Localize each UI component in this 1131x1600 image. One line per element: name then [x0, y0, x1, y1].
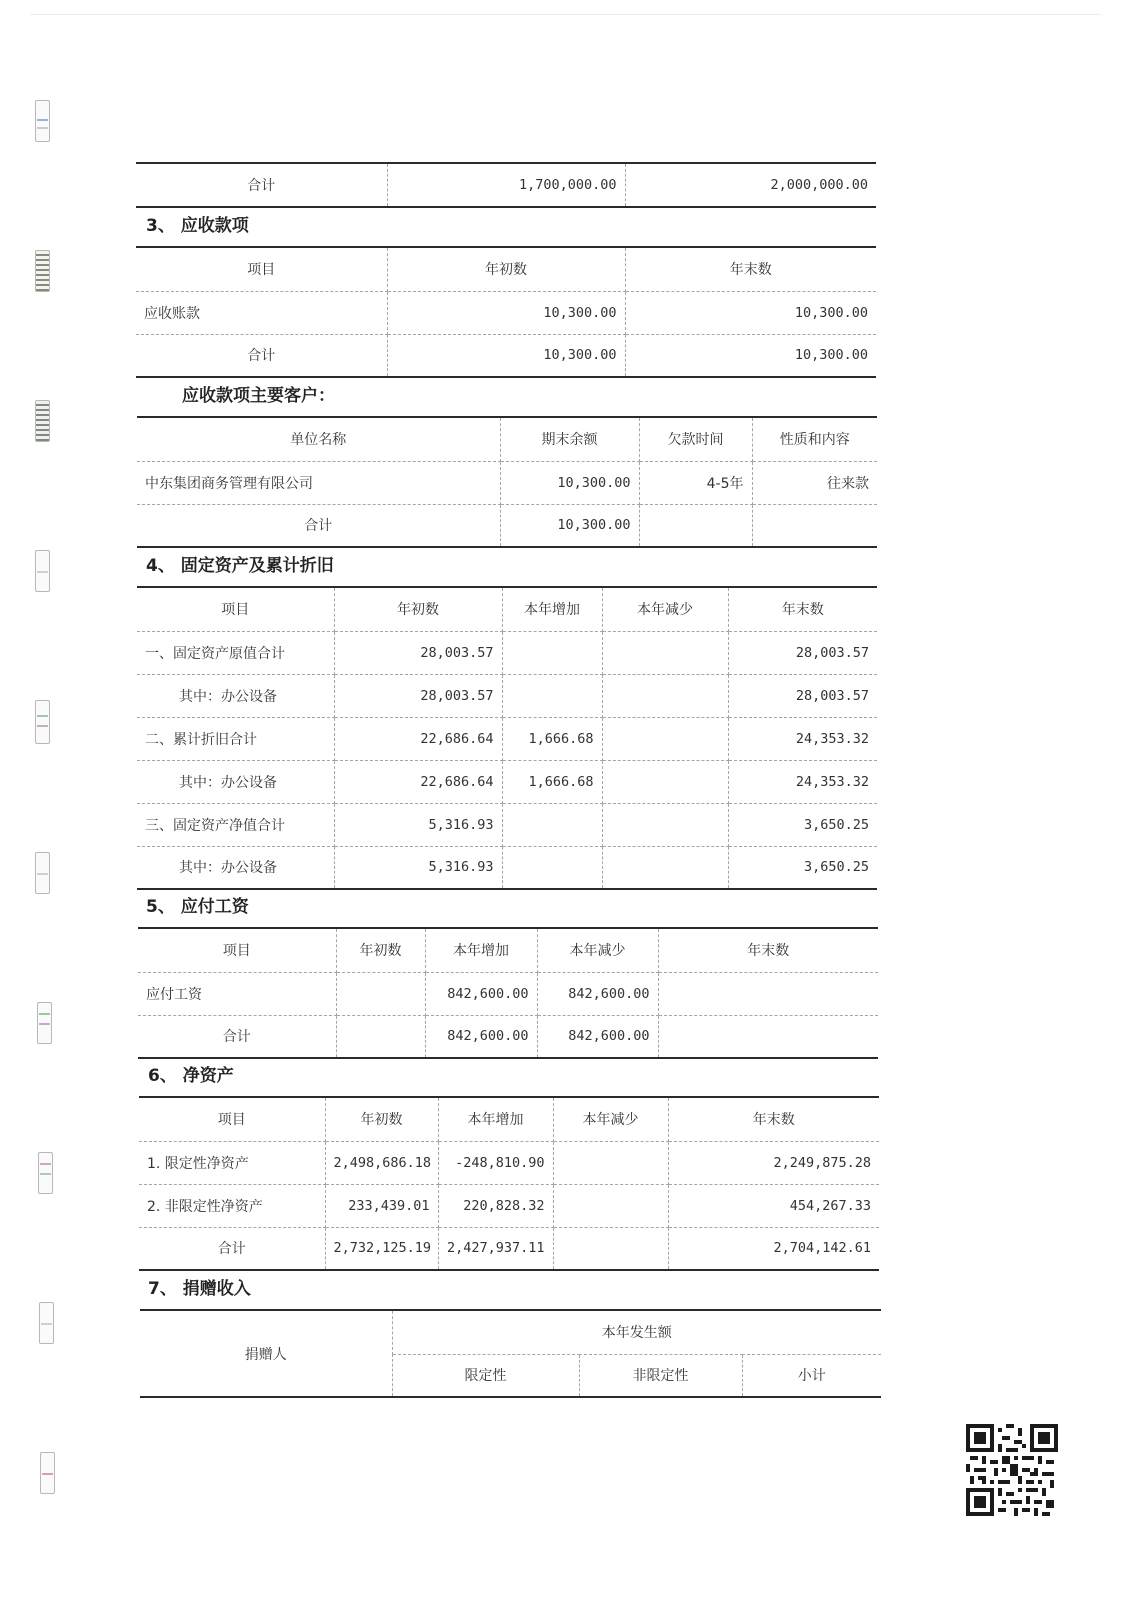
column-header: 项目 [138, 928, 336, 972]
cell-value: 2,249,875.28 [668, 1141, 879, 1184]
cell-value: 22,686.64 [334, 760, 502, 803]
table-row [136, 334, 876, 377]
row-label: 应付工资 [138, 972, 336, 1015]
cell-value: 10,300.00 [387, 291, 625, 334]
column-header: 年末数 [658, 928, 878, 972]
cell-value: 10,300.00 [625, 334, 876, 377]
cell-value [502, 846, 602, 889]
cell-value: 842,600.00 [537, 1015, 658, 1058]
cell-value [602, 846, 728, 889]
qr-code [966, 1424, 1058, 1516]
cell-value: 10,300.00 [500, 461, 639, 504]
cell-value: 842,600.00 [425, 1015, 537, 1058]
row-label: 其中：办公设备 [137, 760, 334, 803]
cell-value [602, 674, 728, 717]
cell-value: -248,810.90 [438, 1141, 553, 1184]
net-assets-table [139, 1096, 879, 1271]
margin-tab-mark [35, 250, 50, 292]
margin-tab-mark [40, 1452, 55, 1494]
cell-value: 24,353.32 [728, 760, 877, 803]
table-row [138, 972, 878, 1015]
cell-value: 1,666.68 [502, 717, 602, 760]
row-label: 合计 [137, 504, 500, 547]
fixed-assets-table [137, 586, 877, 890]
donor-header: 捐赠人 [140, 1310, 392, 1397]
margin-tab-mark [35, 700, 50, 744]
margin-tab-mark [35, 400, 50, 442]
cell-value [752, 504, 877, 547]
cell-value: 2,498,686.18 [325, 1141, 438, 1184]
section-heading-main-customers: 应收款项主要客户： [182, 386, 335, 406]
cell-value: 往来款 [752, 461, 877, 504]
cell-value: 842,600.00 [425, 972, 537, 1015]
row-label: 合计 [138, 1015, 336, 1058]
wages-payable-table [138, 927, 878, 1059]
cell-value [553, 1141, 668, 1184]
cell-value: 1,700,000.00 [387, 163, 625, 207]
row-label: 2. 非限定性净资产 [139, 1184, 325, 1227]
cell-value [658, 972, 878, 1015]
table-row [137, 803, 877, 846]
row-label: 其中：办公设备 [137, 846, 334, 889]
cell-value [336, 1015, 425, 1058]
column-header: 小计 [742, 1354, 881, 1397]
row-label: 合计 [139, 1227, 325, 1270]
cell-value: 2,732,125.19 [325, 1227, 438, 1270]
column-header: 年初数 [387, 247, 625, 291]
table-header-row [137, 587, 877, 631]
table-header-row [136, 247, 876, 291]
column-header: 本年增加 [425, 928, 537, 972]
column-header: 年初数 [336, 928, 425, 972]
table-row [137, 461, 877, 504]
cell-value: 3,650.25 [728, 803, 877, 846]
column-header: 年末数 [625, 247, 876, 291]
cell-value: 220,828.32 [438, 1184, 553, 1227]
cell-value [502, 631, 602, 674]
table-row [136, 291, 876, 334]
column-header: 性质和内容 [752, 417, 877, 461]
column-header: 非限定性 [579, 1354, 742, 1397]
cell-value: 233,439.01 [325, 1184, 438, 1227]
table-row [137, 674, 877, 717]
customer-name: 中东集团商务管理有限公司 [137, 461, 500, 504]
section-heading-fixed-assets: 4、 固定资产及累计折旧 [146, 556, 334, 576]
cell-value: 454,267.33 [668, 1184, 879, 1227]
row-label: 一、固定资产原值合计 [137, 631, 334, 674]
section-heading-wages-payable: 5、 应付工资 [146, 897, 249, 917]
row-label: 三、固定资产净值合计 [137, 803, 334, 846]
cell-value: 24,353.32 [728, 717, 877, 760]
cell-value: 10,300.00 [387, 334, 625, 377]
table-row [139, 1184, 879, 1227]
cell-value: 2,000,000.00 [625, 163, 876, 207]
table-row [136, 163, 876, 207]
cell-value: 2,427,937.11 [438, 1227, 553, 1270]
table-row [137, 631, 877, 674]
margin-tab-mark [39, 1302, 54, 1344]
page-top-rule [30, 14, 1101, 15]
margin-tab-mark [38, 1152, 53, 1194]
table-row [137, 717, 877, 760]
row-label: 合计 [136, 163, 387, 207]
cell-value: 5,316.93 [334, 846, 502, 889]
column-header: 年初数 [325, 1097, 438, 1141]
margin-tab-mark [35, 852, 50, 894]
column-header: 本年增加 [438, 1097, 553, 1141]
section-heading-donation-income: 7、 捐赠收入 [148, 1279, 251, 1299]
cell-value [502, 674, 602, 717]
cell-value [658, 1015, 878, 1058]
cell-value [602, 760, 728, 803]
donation-income-table [140, 1309, 881, 1398]
section-heading-receivables: 3、 应收款项 [146, 216, 249, 236]
row-label: 其中：办公设备 [137, 674, 334, 717]
cell-value: 22,686.64 [334, 717, 502, 760]
row-label: 二、累计折旧合计 [137, 717, 334, 760]
table-header-row [140, 1310, 881, 1354]
current-year-amount-header: 本年发生额 [392, 1310, 881, 1354]
row-label: 应收账款 [136, 291, 387, 334]
table-row [139, 1141, 879, 1184]
cell-value [602, 803, 728, 846]
cell-value: 28,003.57 [334, 631, 502, 674]
table-header-row [139, 1097, 879, 1141]
column-header: 期末余额 [500, 417, 639, 461]
cell-value: 28,003.57 [334, 674, 502, 717]
row-label: 合计 [136, 334, 387, 377]
table-row [137, 760, 877, 803]
column-header: 本年减少 [537, 928, 658, 972]
column-header: 年末数 [668, 1097, 879, 1141]
cell-value [553, 1184, 668, 1227]
cell-value [602, 717, 728, 760]
cell-value: 28,003.57 [728, 631, 877, 674]
row-label: 1. 限定性净资产 [139, 1141, 325, 1184]
table-header-row [138, 928, 878, 972]
cell-value: 2,704,142.61 [668, 1227, 879, 1270]
cell-value: 1,666.68 [502, 760, 602, 803]
cell-value [639, 504, 752, 547]
section-heading-net-assets: 6、 净资产 [148, 1066, 234, 1086]
cell-value [502, 803, 602, 846]
column-header: 本年减少 [602, 587, 728, 631]
column-header: 欠款时间 [639, 417, 752, 461]
table-row [137, 846, 877, 889]
cell-value: 10,300.00 [500, 504, 639, 547]
cell-value [336, 972, 425, 1015]
table-row [139, 1227, 879, 1270]
margin-tab-mark [35, 550, 50, 592]
column-header: 年末数 [728, 587, 877, 631]
cell-value: 5,316.93 [334, 803, 502, 846]
table-row [137, 504, 877, 547]
column-header: 单位名称 [137, 417, 500, 461]
cell-value: 4-5年 [639, 461, 752, 504]
receivables-table [136, 246, 876, 378]
main-customers-table [137, 416, 877, 548]
column-header: 项目 [139, 1097, 325, 1141]
column-header: 项目 [137, 587, 334, 631]
cell-value: 3,650.25 [728, 846, 877, 889]
column-header: 年初数 [334, 587, 502, 631]
column-header: 限定性 [392, 1354, 579, 1397]
cell-value: 10,300.00 [625, 291, 876, 334]
cell-value: 842,600.00 [537, 972, 658, 1015]
margin-tab-mark [37, 1002, 52, 1044]
column-header: 项目 [136, 247, 387, 291]
cash-table-tail [136, 162, 876, 208]
cell-value: 28,003.57 [728, 674, 877, 717]
cell-value [602, 631, 728, 674]
column-header: 本年增加 [502, 587, 602, 631]
margin-tab-mark [35, 100, 50, 142]
column-header: 本年减少 [553, 1097, 668, 1141]
table-row [138, 1015, 878, 1058]
cell-value [553, 1227, 668, 1270]
table-header-row [137, 417, 877, 461]
